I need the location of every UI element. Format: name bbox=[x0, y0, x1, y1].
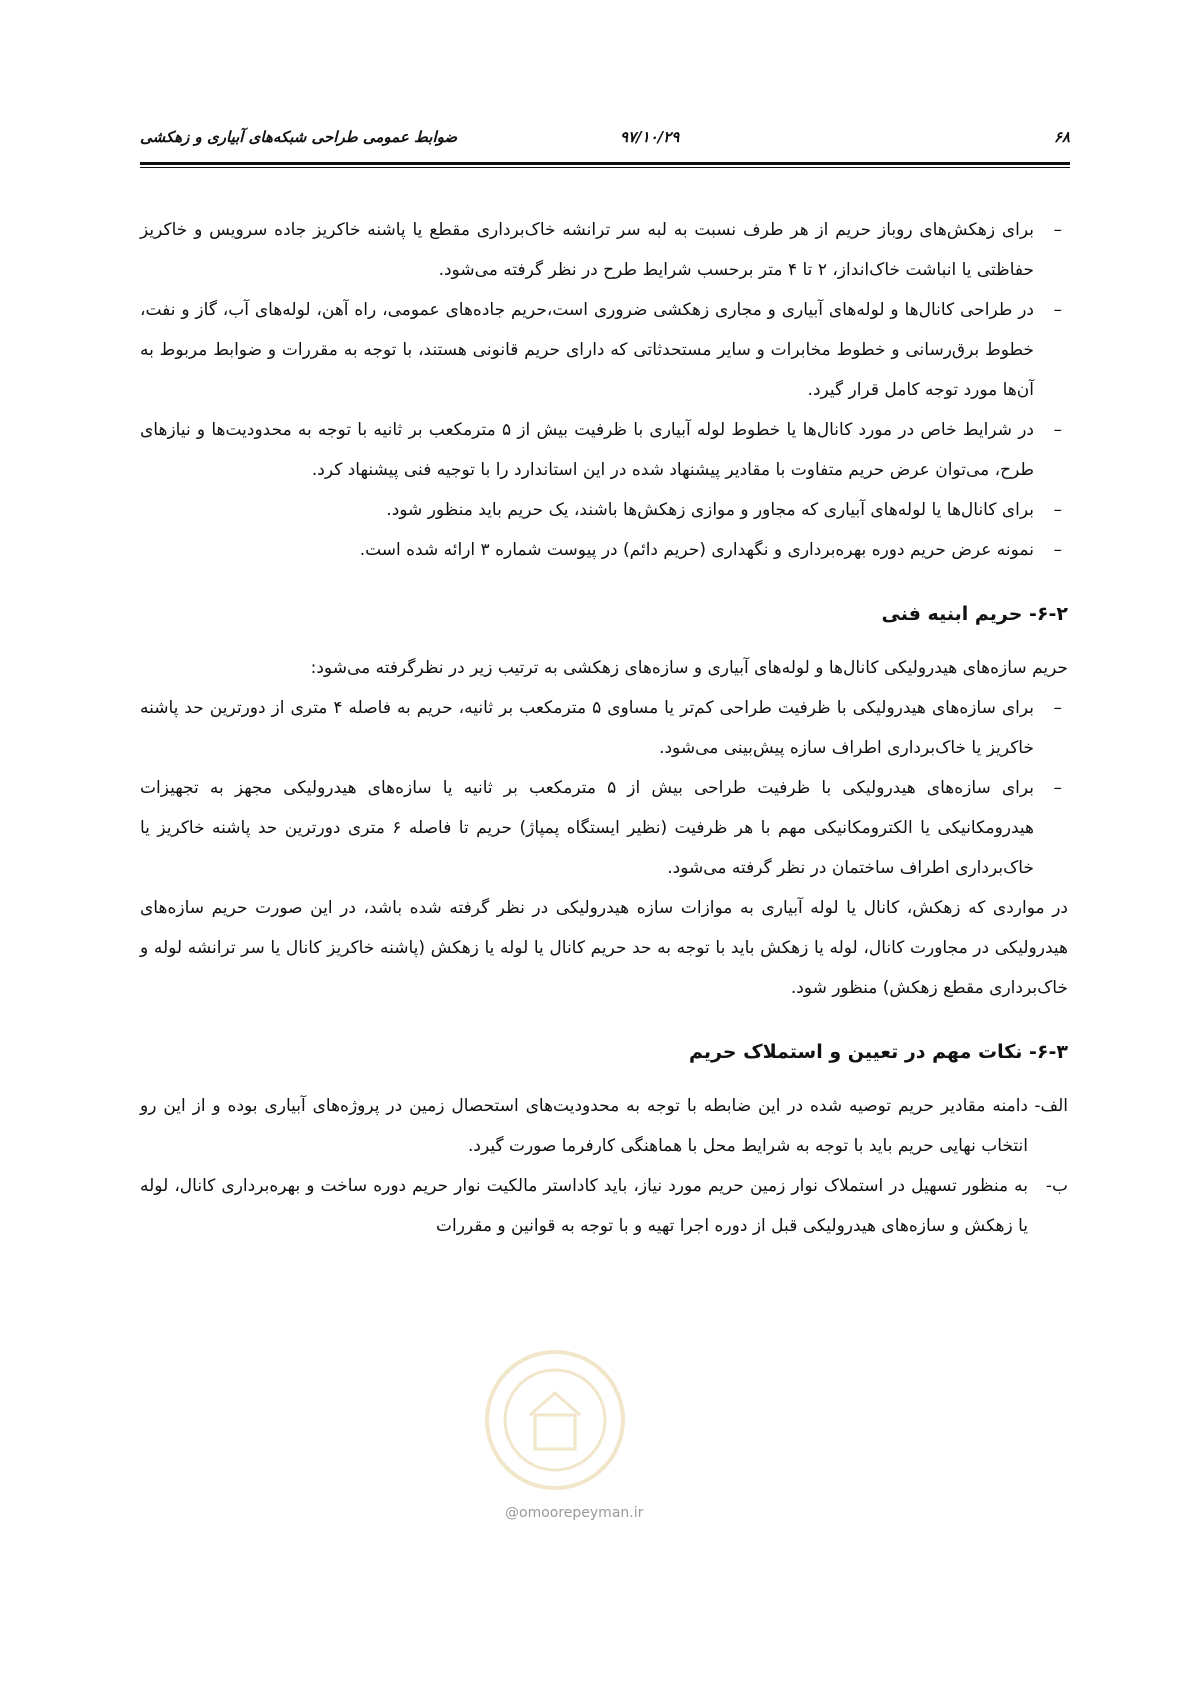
header-rule-thick bbox=[140, 162, 1070, 165]
page-content bbox=[140, 210, 1068, 1246]
list-item: – برای سازه‌های هیدرولیکی با ظرفیت طراحی بیش از ۵ مترمکعب بر ثانیه یا سازه‌های هیدرولیکی مجهز به تجهیزات هیدرومکانیکی یا الکترومکانیکی مهم با هر ظرفیت (نظیر ایستگاه پمپاژ) حریم تا فاصله ۶ متری دورترین حد پاشنه خاکریز یا خاک‌برداری اطراف ساختمان در نظر گرفته می‌شود. bbox=[140, 778, 1062, 878]
header-rule-thin bbox=[140, 167, 1070, 168]
item-text: دامنه مقادیر حریم توصیه شده در این ضابطه با توجه به محدودیت‌های استحصال زمین در پروژه‌های آبیاری بوده و از این رو انتخاب نهایی حریم باید با توجه به شرایط محل با هماهنگی کارفرما صورت گیرد. bbox=[140, 1096, 1028, 1156]
seal-outer-ring bbox=[487, 1352, 623, 1488]
seal-roof bbox=[530, 1393, 580, 1415]
seal-building bbox=[535, 1415, 575, 1449]
list-item: – نمونه عرض حریم دوره بهره‌برداری و نگهداری (حریم دائم) در پیوست شماره ۳ ارائه شده است. bbox=[359, 540, 1062, 560]
bullet-list-2 bbox=[140, 688, 1068, 888]
labeled-item bbox=[140, 1166, 1068, 1246]
section-heading: ۶-۳- نکات مهم در تعیین و استملاک حریم bbox=[689, 1041, 1068, 1063]
page-header bbox=[140, 128, 1070, 158]
list-item: – برای کانال‌ها یا لوله‌های آبیاری که مجاور و موازی زهکش‌ها باشند، یک حریم باید منظور شود. bbox=[386, 500, 1062, 520]
header-title: ضوابط عمومی طراحی شبکه‌های آبیاری و زهکشی bbox=[140, 128, 458, 146]
item-label: الف- bbox=[1034, 1096, 1068, 1116]
section-intro: حریم سازه‌های هیدرولیکی کانال‌ها و لوله‌های آبیاری و سازه‌های زهکشی به ترتیب زیر در نظرگرفته می‌شود: bbox=[310, 658, 1068, 678]
list-item: – در شرایط خاص در مورد کانال‌ها یا خطوط لوله آبیاری با ظرفیت بیش از ۵ مترمکعب بر ثانیه با توجه به محدودیت‌ها و نیازهای طرح، می‌توان عرض حریم متفاوت با مقادیر پیشنهاد شده در این استاندارد را با توجیه فنی پیشنهاد کرد. bbox=[140, 420, 1062, 480]
seal-inner-ring bbox=[505, 1370, 605, 1470]
list-item: – برای سازه‌های هیدرولیکی با ظرفیت طراحی کم‌تر یا مساوی ۵ مترمکعب بر ثانیه، حریم به فاصله ۴ متری از دورترین حد پاشنه خاکریز یا خاک‌برداری اطراف سازه پیش‌بینی می‌شود. bbox=[140, 698, 1062, 758]
section-heading: ۶-۲- حریم ابنیه فنی bbox=[881, 603, 1068, 625]
watermark-text: @omoorepeyman.ir bbox=[505, 1505, 644, 1521]
watermark-seal-icon bbox=[480, 1345, 630, 1495]
labeled-item bbox=[140, 1086, 1068, 1166]
list-item: – در طراحی کانال‌ها و لوله‌های آبیاری و مجاری زهکشی ضروری است،حریم جاده‌های عمومی، راه آهن، لوله‌های آب، گاز و نفت، خطوط برق‌رسانی و خطوط مخابرات و سایر مستحدثاتی که دارای حریم قانونی هستند، با توجه به مقررات و ضوابط مربوط به آن‌ها مورد توجه کامل قرار گیرد. bbox=[140, 300, 1062, 400]
paragraph: در مواردی که زهکش، کانال یا لوله آبیاری به موازات سازه هیدرولیکی در نظر گرفته شده باشد، در این صورت حریم سازه‌های هیدرولیکی در مجاورت کانال، لوله یا زهکش باید با توجه به حد حریم کانال یا لوله یا زهکش (پاشنه خاکریز کانال یا سر ترانشه لوله و خاک‌برداری مقطع زهکش) منظور شود. bbox=[140, 898, 1068, 998]
list-item: – برای زهکش‌های روباز حریم از هر طرف نسبت به لبه سر ترانشه خاک‌برداری مقطع یا پاشنه خاکریز جاده سرویس و خاکریز حفاظتی یا انباشت خاک‌انداز، ۲ تا ۴ متر برحسب شرایط طرح در نظر گرفته می‌شود. bbox=[140, 220, 1062, 280]
page-number: ۶۸ bbox=[1053, 128, 1070, 146]
bullet-list-1 bbox=[140, 210, 1068, 570]
item-text: به منظور تسهیل در استملاک نوار زمین حریم مورد نیاز، باید کاداستر مالکیت نوار حریم دوره ساخت و بهره‌برداری کانال، لوله یا زهکش و سازه‌های هیدرولیکی قبل از دوره اجرا تهیه و با توجه به قوانین و مقررات bbox=[140, 1176, 1028, 1236]
header-date: ۹۷/۱۰/۲۹ bbox=[620, 128, 680, 146]
item-label: ب- bbox=[1045, 1176, 1068, 1196]
